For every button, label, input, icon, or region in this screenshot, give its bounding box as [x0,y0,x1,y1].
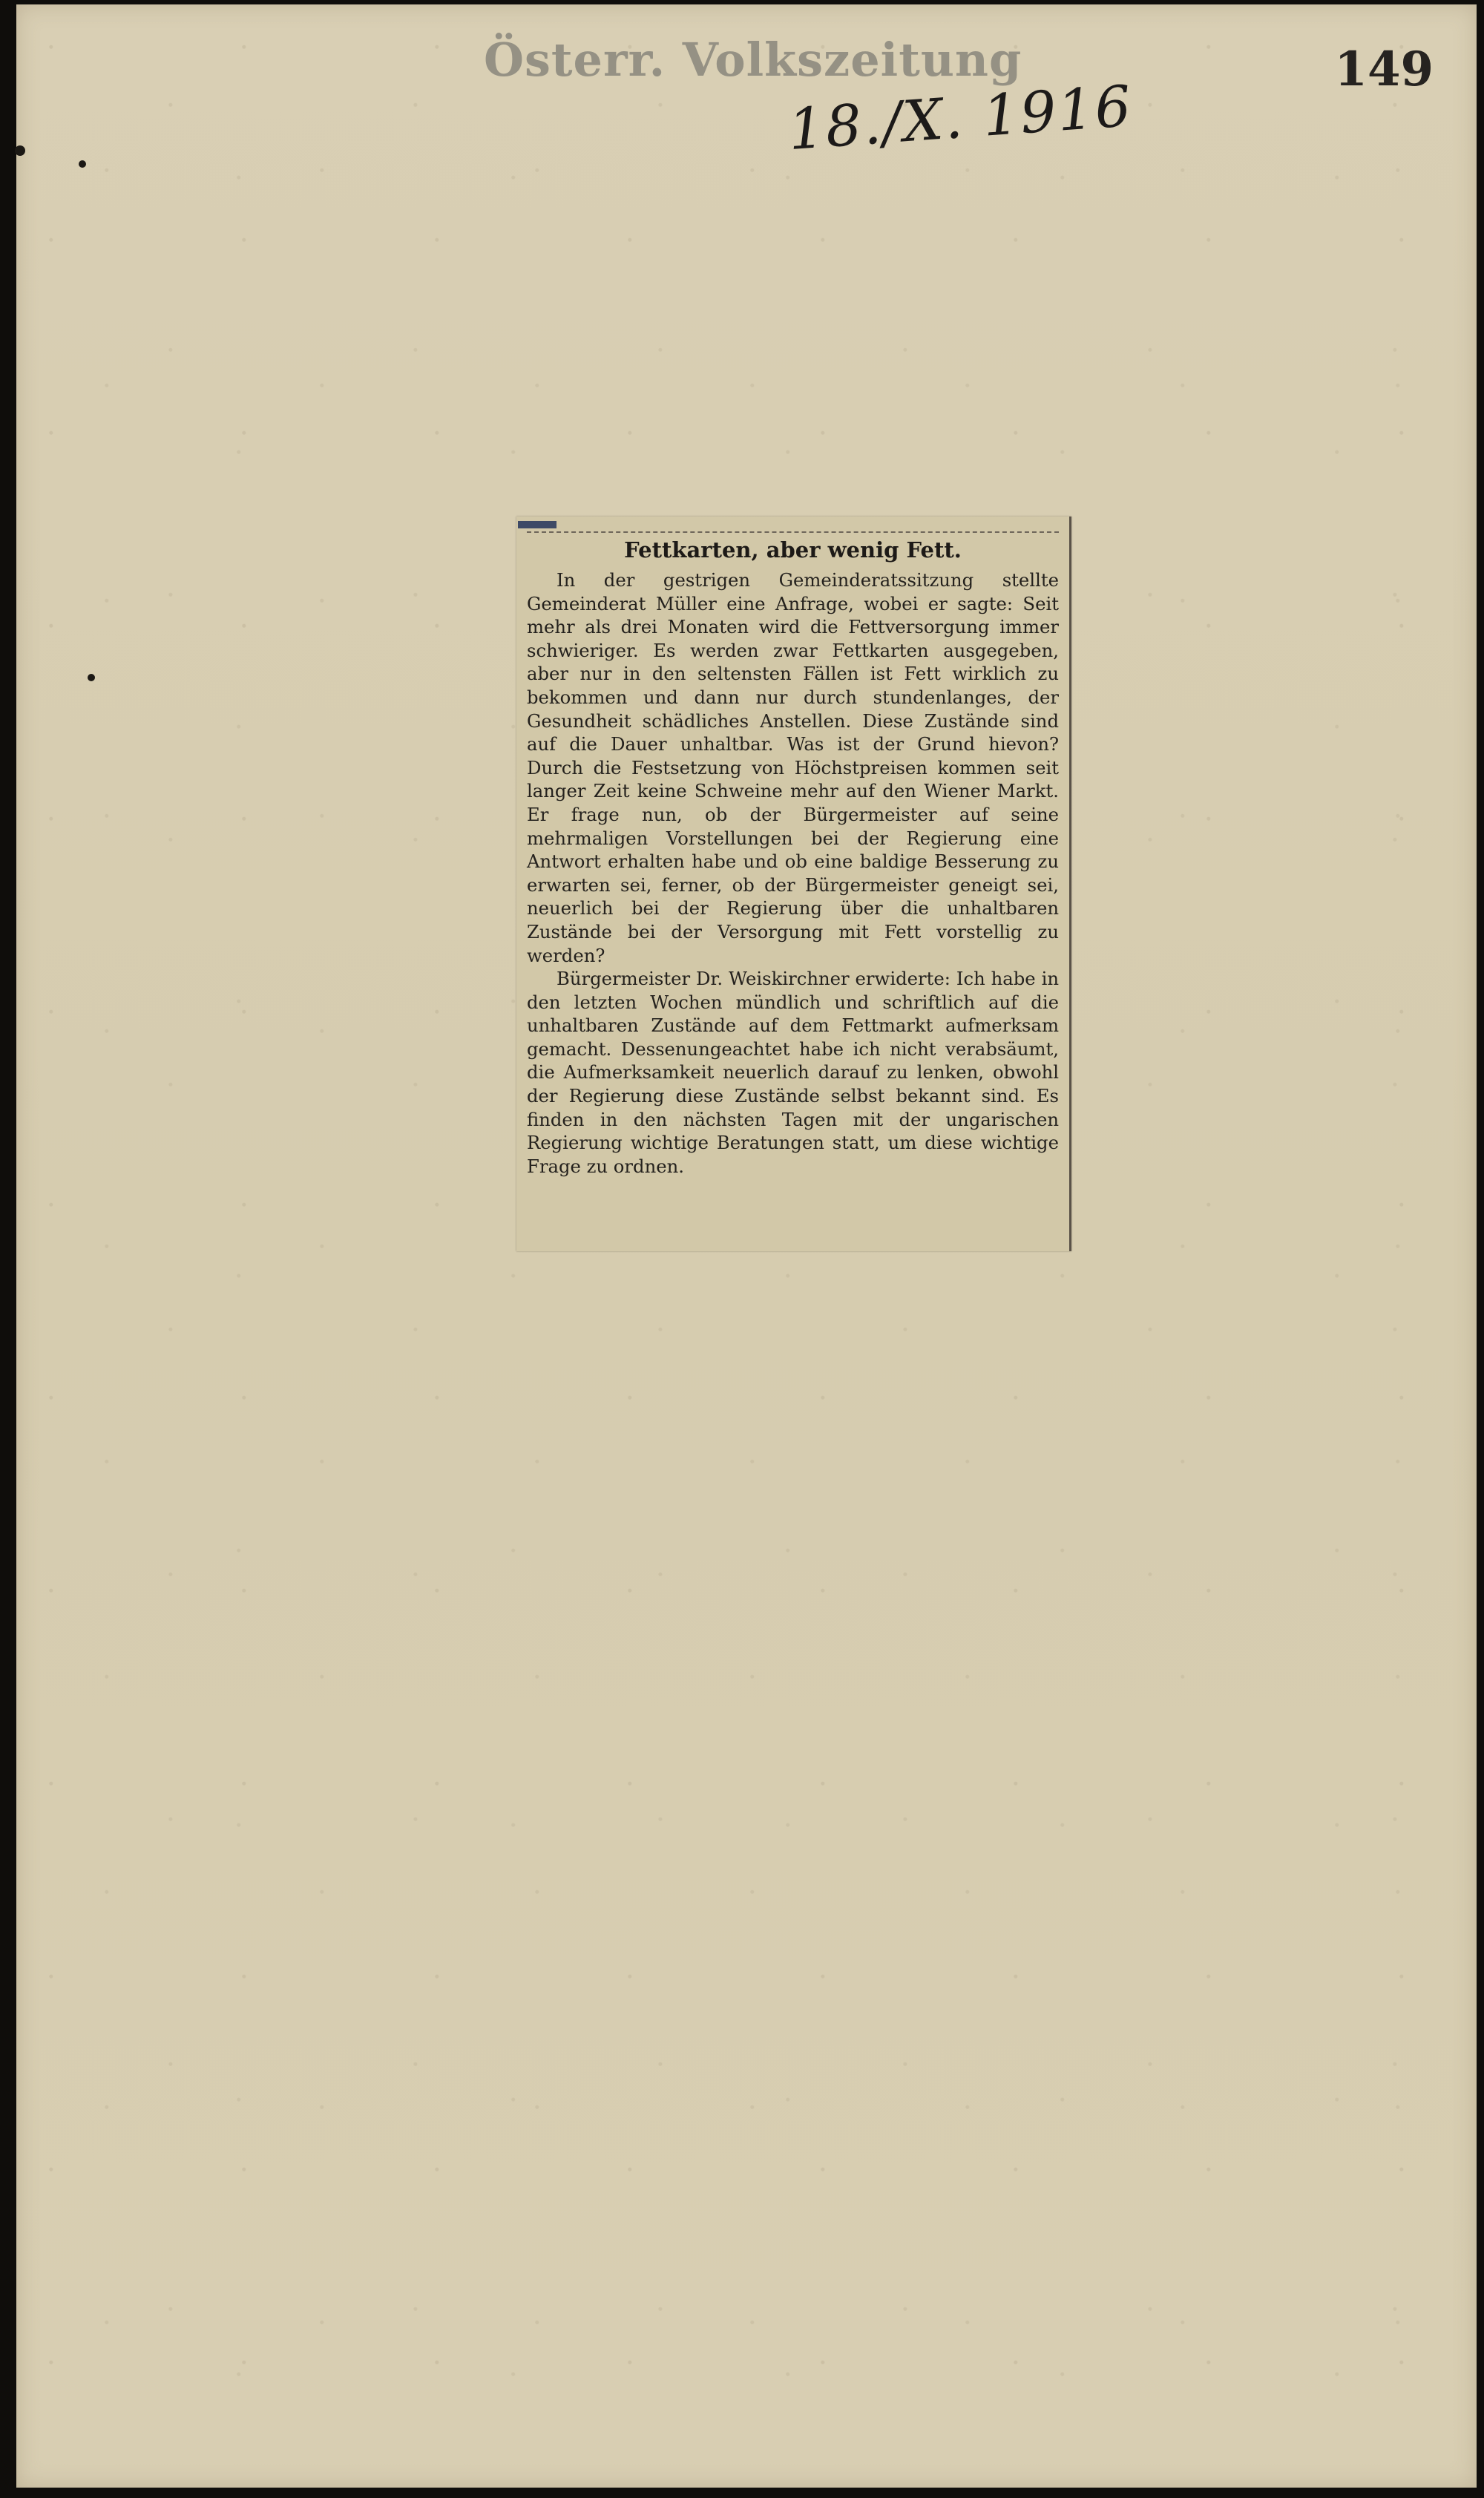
clipping-paragraph: In der gestrigen Gemeinderatssitzung stellte Gemeinderat Müller eine Anfrage, wobei er sagte: Seit mehr als drei Monaten wird die Fettversorgung immer schwieriger. Es werden zwar Fettkarten ausgegeben, aber nur in den seltensten Fällen ist Fett wirklich zu bekommen und dann nur durch stundenlanges, der Gesundheit schädliches Anstellen. Diese Zustände sind auf die Dauer unhaltbar. Was ist der Grund hievon? Durch die Festsetzung von Höchstpreisen kommen seit langer Zeit keine Schweine mehr auf den Wiener Markt. Er frage nun, ob der Bürgermeister auf seine mehrmaligen Vorstellungen bei der Regierung eine Antwort erhalten habe und ob eine baldige Besserung zu erwarten sei, ferner, ob der Bürgermeister geneigt sei, neuerlich bei der Regierung über die unhaltbaren Zustände bei der Versorgung mit Fett vorstellig zu werden? [527,569,1059,966]
ink-mark [518,521,556,528]
punch-mark [88,674,95,681]
newspaper-stamp: Österr. Volkszeitung [484,33,1022,87]
clipping-paragraph: Bürgermeister Dr. Weiskirchner erwiderte: Ich habe in den letzten Wochen mündlich und schriftlich auf die unhaltbaren Zustände auf dem Fettmarkt aufmerksam gemacht. Dessenungeachtet habe ich nicht verabsäumt, die Aufmerksamkeit neuerlich darauf zu lenken, obwohl der Regierung diese Zustände selbst bekannt sind. Es finden in den nächsten Tagen mit der ungarischen Regierung wichtige Beratungen statt, um diese wichtige Frage zu ordnen. [527,968,1059,1177]
clipping-body [527,568,1059,1178]
newspaper-clipping [516,517,1071,1251]
page-number: 149 [1334,42,1434,97]
archive-sheet [16,4,1477,2488]
punch-mark [79,160,86,168]
handwritten-date: 18./X. 1916 [786,72,1135,163]
punch-mark [15,145,25,156]
clipping-cut-edge [527,519,1059,533]
clipping-headline: Fettkarten, aber wenig Fett. [624,537,962,563]
